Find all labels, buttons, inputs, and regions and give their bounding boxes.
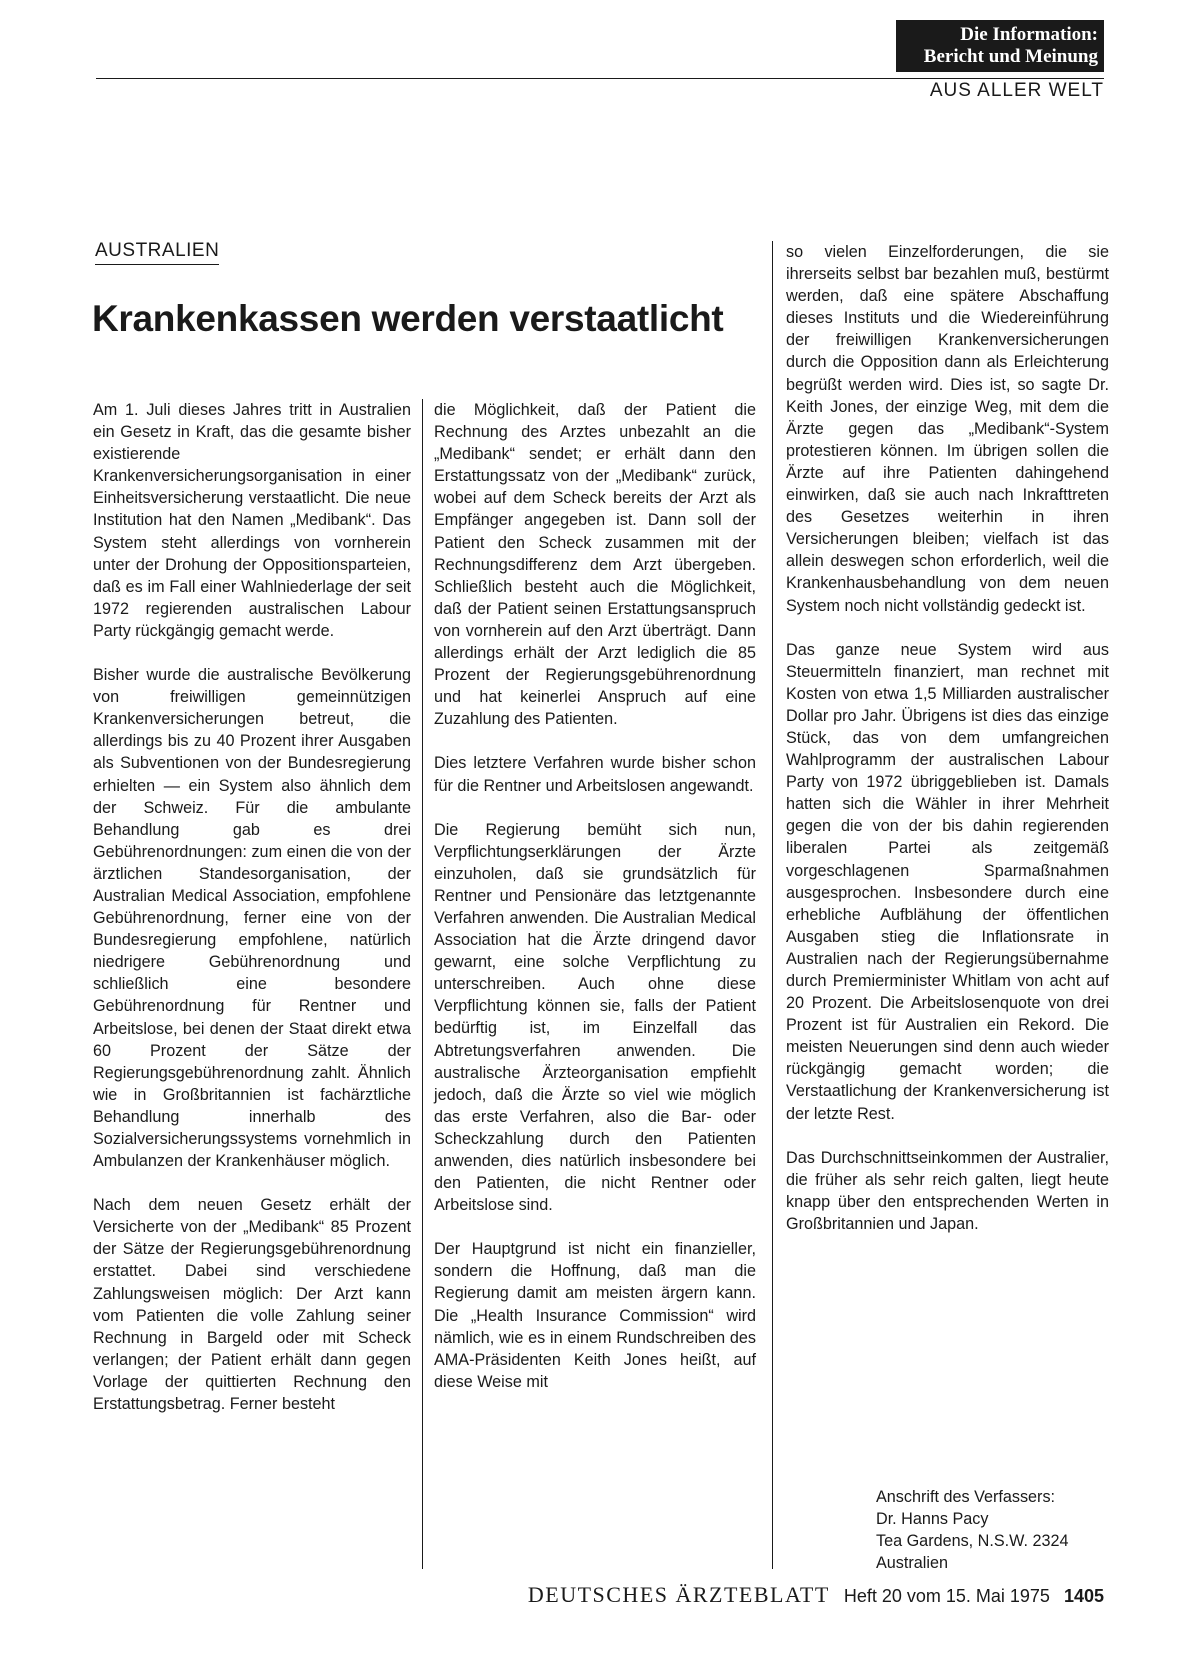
paragraph: Nach dem neuen Gesetz erhält der Versicherte von der „Medibank“ 85 Prozent der Sätze der Regierungsgebührenordnung erstattet. Dabei sind verschiedene Zahlungsweisen möglich: Der Arzt kann vom Patienten die volle Zahlung seiner Rechnung in Bargeld oder mit Scheck verlangen; der Patient erhält dann gegen Vorlage der quittierten Rechnung den Erstattungsbetrag. Ferner besteht (93, 1196, 411, 1414)
issue-info: Heft 20 vom 15. Mai 1975 (843, 1586, 1050, 1606)
column-divider (422, 399, 423, 1569)
paragraph: Am 1. Juli dieses Jahres tritt in Australien ein Gesetz in Kraft, das die gesamte bisher existierende Krankenversicherungsorganisation in einer Einheitsversicherung verstaatlicht. Die neue Institution hat den Namen „Medibank“. Das System steht allerdings von vornherein unter der Drohung der Oppositionsparteien, daß es im Fall einer Wahlniederlage der seit 1972 regierenden australischen Labour Party rückgängig gemacht werde. (93, 401, 411, 640)
badge-line-2: Bericht und Meinung (923, 46, 1098, 67)
author-address (876, 1486, 1069, 1574)
article-country: AUSTRALIEN (95, 240, 219, 265)
paragraph: Das Durchschnittseinkommen der Australier, die früher als sehr reich galten, liegt heute knapp über den entsprechenden Werten in Großbritannien und Japan. (786, 1148, 1109, 1233)
paragraph: Das ganze neue System wird aus Steuermitteln finanziert, man rechnet mit Kosten von etwa 1,5 Milliarden australischer Dollar pro Jahr. Übrigens ist dies das einzige Stück, das von dem umfangreichen Wahlprogramm der australischen Labour Party von 1972 übriggeblieben ist. Damals hatten sich die Wähler in ihrer Mehrheit gegen die von der bis dahin regierenden liberalen Partei als zeitgemäß vorgeschlagenen Sparmaßnahmen ausgesprochen. Insbesondere durch eine erhebliche Aufblähung der öffentlichen Ausgaben stieg die Inflationsrate in Australien nach der Regierungsübernahme durch Premierminister Whitlam von acht auf 20 Prozent. Die Arbeitslosenquote von drei Prozent ist für Australien ein Rekord. Die meisten Neuerungen sind denn auch wieder rückgängig gemacht worden; die Verstaatlichung der Krankenversicherung ist der letzte Rest. (786, 640, 1109, 1123)
address-line: Tea Gardens, N.S.W. 2324 (876, 1532, 1069, 1551)
paragraph: Die Regierung bemüht sich nun, Verpflichtungserklärungen der Ärzte einzuholen, daß sie grundsätzlich für Rentner und Pensionäre das letztgenannte Verfahren anwenden. Die Australian Medical Association hat die Ärzte dringend davor gewarnt, eine solche Verpflichtung zu unterschreiben. Auch ohne diese Verpflichtung können sie, falls der Patient bedürftig ist, im Einzelfall das Abtretungsverfahren anwenden. Die australische Ärzteorganisation empfiehlt jedoch, daß die Ärzte so viel wie möglich das erste Verfahren, also die Bar- oder Scheckzahlung durch den Patienten anwenden, dies natürlich insbesondere bei den Patienten, die nicht Rentner oder Arbeitslose sind. (434, 820, 756, 1215)
address-line: Australien (876, 1554, 948, 1573)
page-number: 1405 (1063, 1586, 1104, 1606)
article-column-2 (434, 399, 756, 1393)
article-column-3 (786, 241, 1109, 1235)
address-line: Anschrift des Verfassers: (876, 1488, 1056, 1506)
paragraph: die Möglichkeit, daß der Patient die Rechnung des Arztes unbezahlt an die „Medibank“ sendet; er erhält dann den Erstattungssatz von der „Medibank“ zurück, wobei auf dem Scheck bereits der Arzt als Empfänger angegeben ist. Dann soll der Patient den Scheck zusammen mit der Rechnungsdifferenz dem Arzt übergeben. Schließlich besteht auch die Möglichkeit, daß der Patient seinen Erstattungsanspruch von vornherein auf den Arzt überträgt. Dann allerdings erhält der Arzt lediglich die 85 Prozent der Regierungsgebührenordnung und hat keinerlei Anspruch auf eine Zuzahlung des Patienten. (434, 401, 756, 729)
column-divider (772, 241, 773, 1569)
page-footer (528, 1582, 1104, 1608)
paragraph: so vielen Einzelforderungen, die sie ihrerseits selbst bar bezahlen muß, bestürmt werden, daß eine spätere Abschaffung dieses Instituts und die Wiedereinführung der freiwilligen Krankenversicherungen durch die Opposition dann als Erleichterung begrüßt werden wird. Dies ist, so sagte Dr. Keith Jones, der einzige Weg, mit dem die Ärzte gegen das „Medibank“-System protestieren können. Im übrigen sollen die Ärzte auf ihre Patienten dahingehend einwirken, daß sie auch nach Inkrafttreten des Gesetzes weiterhin in ihren Versicherungen bleiben; vielfach ist das allein deswegen schon erforderlich, weil die Krankenhausbehandlung von dem neuen System noch nicht vollständig gedeckt ist. (786, 243, 1109, 615)
paragraph: Bisher wurde die australische Bevölkerung von freiwilligen gemeinnützigen Krankenversicherungen betreut, die allerdings bis zu 40 Prozent ihrer Ausgaben als Subventionen von der Bundesregierung erhielten — ein System also ähnlich dem der Schweiz. Für die ambulante Behandlung gab es drei Gebührenordnungen: zum einen die von der ärztlichen Standesorganisation, der Australian Medical Association, empfohlene Gebührenordnung, ferner eine von der Bundesregierung empfohlene, natürlich niedrigere Gebührenordnung und schließlich eine besondere Gebührenordnung für Rentner und Arbeitslose, bei denen der Staat direkt etwa 60 Prozent der Sätze der Regierungsgebührenordnung zahlt. Ähnlich wie in Großbritannien ist fachärztliche Behandlung innerhalb des Sozialversicherungssystems vornehmlich in Ambulanzen der Krankenhäuser möglich. (93, 666, 411, 1171)
article-title: Krankenkassen werden verstaatlicht (92, 298, 724, 339)
section-header: AUS ALLER WELT (929, 80, 1104, 101)
paragraph: Der Hauptgrund ist nicht ein finanzieller, sondern die Hoffnung, daß man die Regierung damit am meisten ärgern kann. Die „Health Insurance Commission“ wird nämlich, wie es in einem Rundschreiben des AMA-Präsidenten Keith Jones heißt, auf diese Weise mit (434, 1240, 756, 1391)
header-rule (96, 78, 1104, 79)
section-badge (896, 20, 1104, 72)
address-line: Dr. Hanns Pacy (876, 1510, 989, 1529)
article-column-1 (93, 399, 411, 1415)
journal-name: DEUTSCHES ÄRZTEBLATT (527, 1582, 830, 1607)
badge-line-1: Die Information: (960, 24, 1098, 45)
paragraph: Dies letztere Verfahren wurde bisher schon für die Rentner und Arbeitslosen angewandt. (434, 754, 756, 795)
